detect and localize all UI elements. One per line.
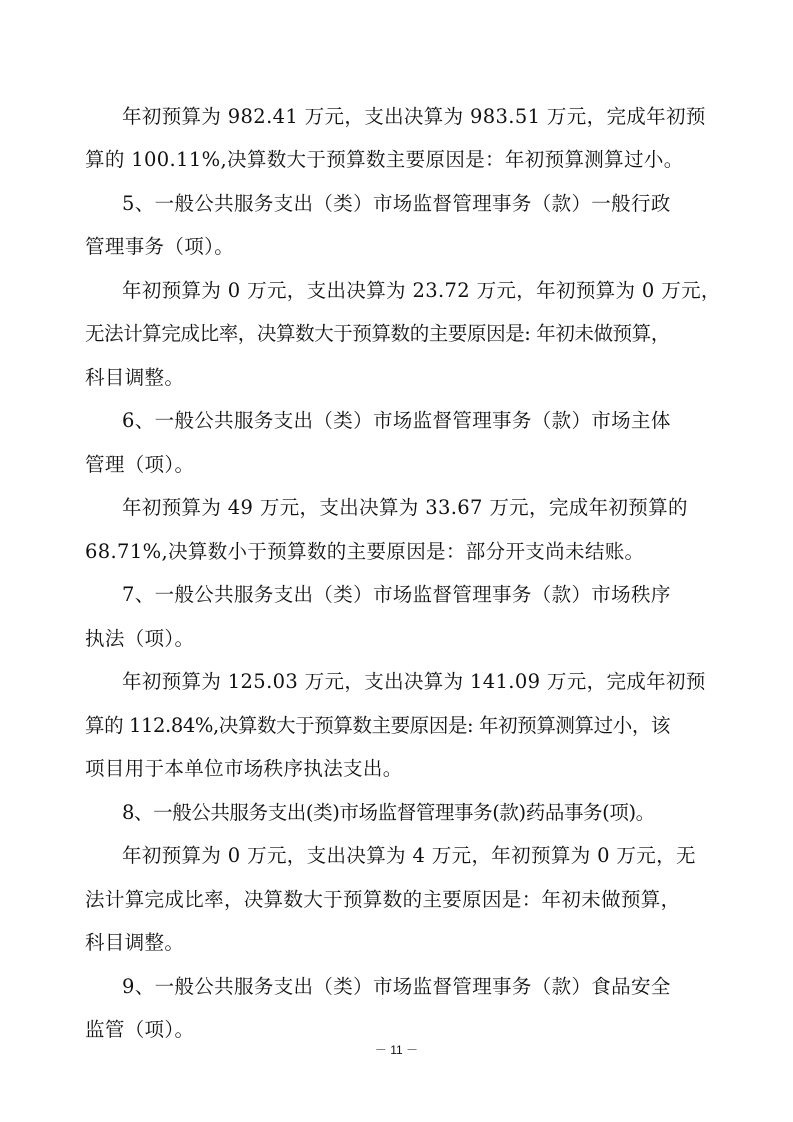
paragraph-line: 年初预算为 125.03 万元，支出决算为 141.09 万元，完成年初预 <box>122 670 706 693</box>
section-heading-line: 6、一般公共服务支出（类）市场监督管理事务（款）市场主体 <box>122 409 671 432</box>
section-heading-line: 9、一般公共服务支出（类）市场监督管理事务（款）食品安全 <box>122 975 671 998</box>
paragraph-line: 年初预算为 49 万元，支出决算为 33.67 万元，完成年初预算的 <box>122 496 688 519</box>
section-heading-line: 7、一般公共服务支出（类）市场监督管理事务（款）市场秩序 <box>122 583 671 606</box>
paragraph-line: 年初预算为 982.41 万元，支出决算为 983.51 万元，完成年初预 <box>122 105 706 128</box>
paragraph-line: 算的 100.11%,决算数大于预算数主要原因是：年初预算测算过小。 <box>85 148 684 171</box>
paragraph-line: 年初预算为 0 万元，支出决算为 4 万元，年初预算为 0 万元，无 <box>122 844 696 867</box>
section-heading-line: 执法（项）。 <box>85 627 195 650</box>
section-heading-line: 监管（项）。 <box>85 1018 195 1041</box>
paragraph-line: 年初预算为 0 万元，支出决算为 23.72 万元，年初预算为 0 万元， <box>122 279 721 302</box>
section-heading-line: 5、一般公共服务支出（类）市场监督管理事务（款）一般行政 <box>122 192 671 215</box>
section-heading-line: 管理（项）。 <box>85 453 195 476</box>
paragraph-line: 科目调整。 <box>85 366 185 389</box>
section-heading-line: 管理事务（项）。 <box>85 235 235 258</box>
paragraph-line: 科目调整。 <box>85 931 185 954</box>
paragraph-line: 68.71%,决算数小于预算数的主要原因是：部分开支尚未结账。 <box>85 540 645 563</box>
page-number: － 11 － <box>374 1043 419 1057</box>
paragraph-line: 项目用于本单位市场秩序执法支出。 <box>85 757 403 780</box>
section-heading-line: 8、一般公共服务支出(类)市场监督管理事务(款)药品事务(项)。 <box>122 801 655 824</box>
paragraph-line: 无法计算完成比率，决算数大于预算数的主要原因是: 年初未做预算， <box>85 322 670 345</box>
paragraph-line: 算的 112.84%,决算数大于预算数主要原因是: 年初预算测算过小，该 <box>85 714 671 737</box>
paragraph-line: 法计算完成比率，决算数大于预算数的主要原因是：年初未做预算， <box>85 888 681 911</box>
